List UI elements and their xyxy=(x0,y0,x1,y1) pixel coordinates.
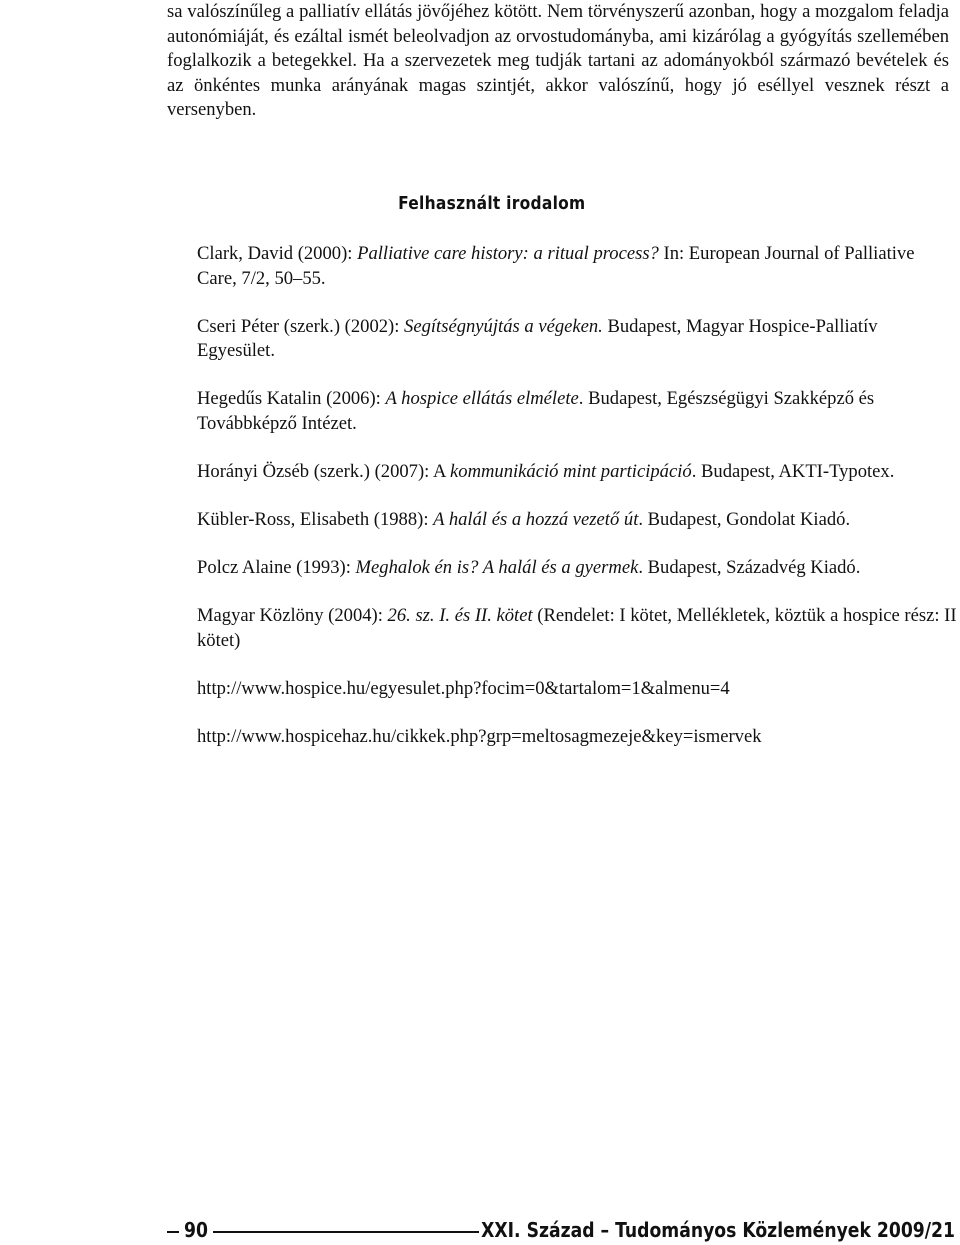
reference-author: Polcz Alaine (1993): xyxy=(197,557,356,579)
reference-author: Cseri Péter (szerk.) (2002): xyxy=(197,315,405,337)
reference-title: Meghalok én is? A halál és a gyermek xyxy=(355,557,639,579)
reference-list xyxy=(197,242,957,773)
reference-item xyxy=(197,242,957,291)
reference-author: Kübler-Ross, Elisabeth (1988): xyxy=(197,509,434,531)
reference-rest: In: European Journal of Palliative Care, 7/2, 50–55. xyxy=(197,243,915,289)
reference-author: Hegedűs Katalin (2006): xyxy=(197,388,386,410)
page-footer xyxy=(160,1218,955,1244)
reference-title: A halál és a hozzá vezető út xyxy=(433,509,639,531)
reference-rest: (Rendelet: I kötet, Mellékletek, köztük a hospice rész: II kötet) xyxy=(197,605,957,651)
reference-title: kommunikáció mint participáció xyxy=(450,461,692,483)
reference-author: Horányi Özséb (szerk.) (2007): A xyxy=(197,461,451,483)
reference-title: A hospice ellátás elmélete xyxy=(385,388,579,410)
reference-rest: . Budapest, Egészségügyi Szakképző és Továbbképző Intézet. xyxy=(197,388,875,434)
reference-item xyxy=(197,604,957,653)
reference-item xyxy=(197,387,957,436)
reference-rest: Budapest, Magyar Hospice-Palliatív Egyesület. xyxy=(197,315,878,362)
reference-url xyxy=(197,725,957,750)
reference-url xyxy=(197,677,957,702)
reference-item xyxy=(197,460,957,485)
reference-rest: . Budapest, AKTI-Typotex. xyxy=(691,461,895,483)
reference-rest: . Budapest, Gondolat Kiadó. xyxy=(638,509,851,531)
page-number: 90 xyxy=(184,1218,208,1242)
reference-item xyxy=(197,315,957,364)
reference-item xyxy=(197,508,957,533)
reference-author: Clark, David (2000): xyxy=(197,243,358,264)
reference-title: 26. sz. I. és II. kötet xyxy=(387,605,533,627)
reference-url-text: http://www.hospicehaz.hu/cikkek.php?grp=meltosagmezeje&key=ismervek xyxy=(197,726,762,748)
reference-item xyxy=(197,556,957,581)
reference-rest: . Budapest, Századvég Kiadó. xyxy=(638,557,861,579)
section-heading: Felhasznált irodalom xyxy=(398,193,586,214)
intro-paragraph: sa valószínűleg a palliatív ellátás jövőjéhez kötött. Nem törvényszerű azonban, hogy a mozgalom feladja autonómiáját, és ezáltal ismét beleolvadjon az orvostudományba, ami kizárólag a gyógyítás szellemében foglalkozik a betegekkel. Ha a szervezetek meg tudják tartani az adományokból származó bevételek és az önkéntes munka arányának magas szintjét, akkor valószínű, hogy jó eséllyel vesznek részt a versenyben. xyxy=(167,1,949,121)
reference-title: Palliative care history: a ritual process? xyxy=(357,243,659,264)
footer-rule-left xyxy=(167,1231,179,1233)
reference-url-text: http://www.hospice.hu/egyesulet.php?focim=0&tartalom=1&almenu=4 xyxy=(197,678,730,700)
footer-rule-middle xyxy=(213,1231,479,1233)
reference-author: Magyar Közlöny (2004): xyxy=(197,605,388,627)
journal-title: XXI. Század – Tudományos Közlemények 2009/21 xyxy=(481,1218,955,1242)
reference-title: Segítségnyújtás a végeken. xyxy=(404,315,603,337)
